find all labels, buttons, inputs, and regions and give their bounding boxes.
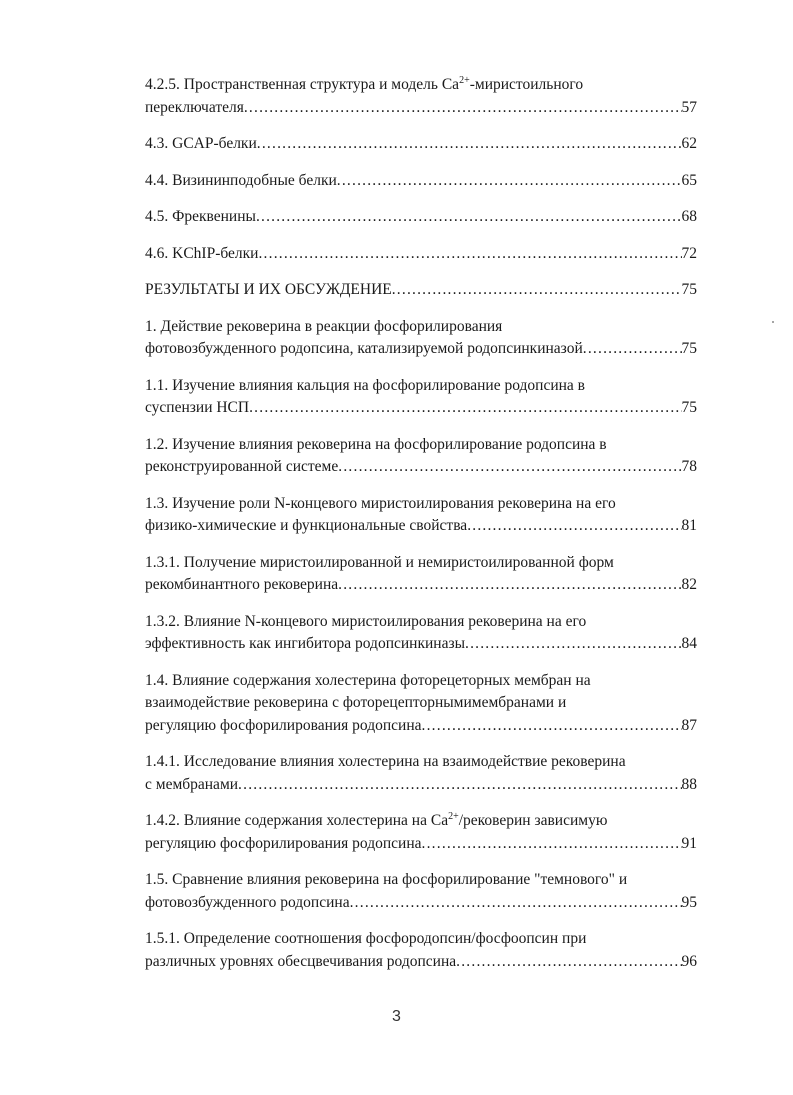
toc-page-number: 82 (681, 576, 697, 593)
dot-leader (256, 206, 682, 229)
toc-entry[interactable] (145, 869, 697, 914)
toc-page-number: 72 (681, 244, 697, 262)
toc-entry-text: 1.1. Изучение влияния кальция на фосфорилирование родопсина в (145, 376, 585, 394)
dot-leader (338, 456, 681, 479)
dot-leader (392, 279, 682, 302)
dot-leader (465, 633, 682, 656)
table-of-contents (145, 74, 697, 987)
toc-entry-text: 1.3.2. Влияние N-концевого миристоилирования рековерина на его (145, 612, 587, 630)
toc-entry[interactable] (145, 206, 697, 229)
toc-entry-line (145, 375, 697, 398)
toc-entry-text: регуляцию фосфорилирования родопсина (145, 834, 422, 852)
toc-page-number: 62 (681, 135, 697, 152)
toc-page-number: 78 (681, 458, 697, 475)
toc-entry-text: 1.5.1. Определение соотношения фосфородопсин/фосфоопсин при (145, 930, 587, 947)
toc-entry[interactable] (145, 243, 697, 266)
toc-entry-text: с мембранами (145, 775, 239, 793)
toc-entry-line (145, 611, 697, 634)
toc-page-number: 75 (681, 281, 697, 298)
toc-entry-last-line (145, 338, 697, 361)
toc-entry-last-line (145, 633, 697, 656)
toc-entry[interactable] (145, 611, 697, 656)
dot-leader (350, 892, 682, 915)
toc-entry-text: эффективность как ингибитора родопсинкиназы (145, 635, 465, 652)
toc-entry-text: 4.5. Фреквенины (145, 208, 256, 225)
toc-entry-line (145, 74, 697, 97)
dot-leader (257, 133, 682, 156)
toc-page-number: 87 (681, 716, 697, 734)
toc-entry-text: 1.4.1. Исследование влияния холестерина на взаимодействие рековерина (145, 753, 626, 770)
toc-page-number: 84 (681, 635, 697, 652)
toc-page-number: 65 (681, 171, 697, 189)
toc-entry-last-line (145, 774, 697, 797)
toc-page-number: 75 (681, 399, 697, 416)
toc-page-number: 91 (681, 834, 697, 852)
toc-entry-line (145, 869, 697, 892)
dot-leader (467, 515, 681, 538)
scan-speck (772, 321, 774, 323)
toc-entry-last-line (145, 133, 697, 156)
dot-leader (456, 951, 681, 974)
toc-entry-last-line (145, 892, 697, 915)
toc-entry[interactable] (145, 279, 697, 302)
dot-leader (238, 774, 681, 797)
toc-entry-text: 1.5. Сравнение влияния рековерина на фосфорилирование "темнового" и (145, 871, 628, 888)
toc-entry[interactable] (145, 434, 697, 479)
toc-page-number: 81 (681, 517, 697, 534)
toc-entry-last-line (145, 833, 697, 856)
toc-entry-text-continued: /рековерин зависимую (458, 812, 608, 829)
toc-entry[interactable] (145, 493, 697, 538)
toc-entry-last-line (145, 515, 697, 538)
toc-entry-last-line (145, 97, 697, 120)
toc-entry-text-continued: -миристоильного (469, 76, 584, 93)
toc-entry-line (145, 493, 697, 516)
toc-entry[interactable] (145, 810, 697, 855)
superscript: 2+ (448, 810, 459, 822)
toc-page-number: 88 (681, 775, 697, 793)
toc-entry[interactable] (145, 170, 697, 193)
toc-entry-text: регуляцию фосфорилирования родопсина (145, 716, 422, 734)
toc-entry-text: 1.3. Изучение роли N-концевого миристоилирования рековерина на его (145, 494, 616, 512)
toc-entry-text: суспензии НСП (145, 399, 250, 416)
toc-entry-text: рекомбинантного рековерина (145, 576, 339, 593)
toc-entry-last-line (145, 170, 697, 193)
dot-leader (338, 574, 681, 597)
toc-entry-last-line (145, 715, 697, 738)
toc-page-number: 95 (681, 893, 697, 911)
toc-entry-text: фотовозбужденного родопсина, катализируемой родопсинкиназой (145, 340, 583, 357)
toc-entry[interactable] (145, 670, 697, 738)
dot-leader (258, 243, 681, 266)
toc-entry-last-line (145, 397, 697, 420)
toc-entry-text: 4.3. GCAP-белки (145, 135, 257, 152)
toc-entry-text: 4.6. KChIP-белки (145, 244, 259, 262)
toc-entry-text: 1.4. Влияние содержания холестерина фоторецеторных мембран на (145, 671, 591, 689)
dot-leader (583, 338, 682, 361)
toc-entry-text: 4.4. Визининподобные белки (145, 171, 337, 189)
toc-entry-text: 1.3.1. Получение миристоилированной и немиристоилированной форм (145, 553, 614, 571)
toc-entry[interactable] (145, 751, 697, 796)
toc-entry[interactable] (145, 74, 697, 119)
toc-entry[interactable] (145, 552, 697, 597)
toc-entry-text: 1. Действие рековерина в реакции фосфорилирования (145, 317, 503, 335)
toc-entry-text: переключателя (145, 98, 244, 116)
toc-entry-text: различных уровнях обесцвечивания родопсина (145, 952, 457, 970)
page-number: 3 (392, 1008, 401, 1025)
toc-entry-last-line (145, 279, 697, 302)
toc-entry-text: 4.2.5. Пространственная структура и модель Ca (145, 76, 460, 93)
toc-entry-last-line (145, 574, 697, 597)
dot-leader (249, 397, 681, 420)
toc-page-number: 57 (681, 98, 697, 116)
toc-entry-text: 1.2. Изучение влияния рековерина на фосфорилирование родопсина в (145, 435, 607, 453)
toc-entry-text: 1.4.2. Влияние содержания холестерина на Ca (145, 812, 449, 829)
toc-entry-line (145, 810, 697, 833)
toc-entry-last-line (145, 456, 697, 479)
toc-page-number: 75 (681, 340, 697, 357)
toc-entry-text: РЕЗУЛЬТАТЫ И ИХ ОБСУЖДЕНИЕ (145, 281, 392, 298)
toc-entry[interactable] (145, 928, 697, 973)
dot-leader (337, 170, 682, 193)
toc-entry-line (145, 552, 697, 575)
toc-entry-text: взаимодействие рековерина с фоторецепторнымимембранами и (145, 694, 567, 711)
toc-page-number: 68 (681, 208, 697, 225)
toc-entry-last-line (145, 951, 697, 974)
toc-entry[interactable] (145, 316, 697, 361)
toc-entry-text: фотовозбужденного родопсина (145, 893, 350, 911)
toc-page-number: 96 (681, 952, 697, 970)
toc-entry-line (145, 692, 697, 715)
dot-leader (422, 715, 682, 738)
toc-entry-text: физико-химические и функциональные свойства (145, 517, 468, 534)
toc-entry[interactable] (145, 133, 697, 156)
toc-entry-line (145, 434, 697, 457)
toc-entry-line (145, 316, 697, 339)
toc-entry-last-line (145, 243, 697, 266)
toc-entry-line (145, 670, 697, 693)
dot-leader (422, 833, 682, 856)
toc-entry-text: реконструированной системе (145, 458, 339, 475)
dot-leader (244, 97, 682, 120)
toc-entry-line (145, 928, 697, 951)
superscript: 2+ (459, 74, 470, 86)
toc-entry-line (145, 751, 697, 774)
toc-entry-last-line (145, 206, 697, 229)
toc-entry[interactable] (145, 375, 697, 420)
